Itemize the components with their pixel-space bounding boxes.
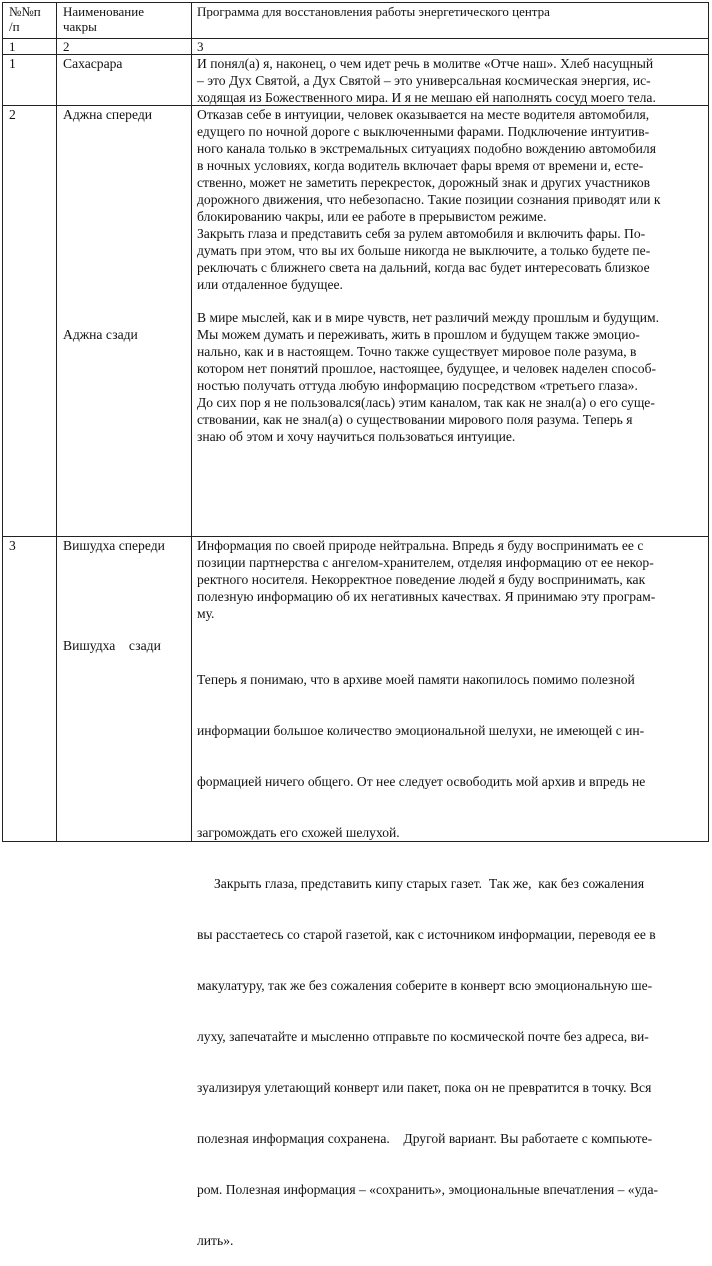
row-3-chakra-name-front: Вишудха спереди — [63, 538, 165, 553]
row-3-program-text-front: Информация по своей природе нейтральна. Впредь я буду воспринимать ее с позиции партнерства с ангелом-хранителем, отделяя информацию от ее некор- ректного носителя. Некорректное поведение людей я буду воспринимать, как полезную информацию об их негативных качествах. Я принимаю эту програм- му. — [197, 538, 656, 621]
row-1-num: 1 — [9, 56, 16, 71]
table-border-right — [708, 2, 709, 842]
index-cell-2: 2 — [63, 39, 70, 54]
row-1-chakra-name: Сахасрара — [63, 56, 123, 71]
index-cell-1: 1 — [9, 39, 16, 54]
header-num: №№п /п — [9, 4, 41, 34]
column-divider-1 — [56, 2, 57, 842]
header-program: Программа для восстановления работы энергетического центра — [197, 4, 550, 19]
header-top-border — [2, 2, 709, 3]
index-cell-3: 3 — [197, 39, 204, 54]
row-3-num: 3 — [9, 538, 16, 553]
row-1-program-text: И понял(а) я, наконец, о чем идет речь в молитве «Отче наш». Хлеб насущный – это Дух Святой, а Дух Святой – это универсальная космическая энергия, ис- ходящая из Божественного мира. И я не мешаю ей наполнять сосуд моего тела. — [197, 56, 656, 105]
row-2-program-text-back: В мире мыслей, как и в мире чувств, нет различий между прошлым и будущим. Мы можем думать и переживать, жить в прошлом и будущем также эмоцио- нально, как и в настоящем. Точно также существует мировое поле разума, в котором нет понятий прошлое, настоящее, будущее, и человек наделен способ- ностью получать оттуда любую информацию посредством «третьего глаза». До сих пор я не пользовался(лась) этим каналом, так как не знал(а) о его суще- ствовании, как не знал(а) о существовании мирового поля разума. Теперь я знаю об этом и хочу научиться пользоваться интуицие. — [197, 310, 659, 444]
table-border-left — [2, 2, 3, 842]
row-2-program-text-front: Отказав себе в интуиции, человек оказывается на месте водителя автомобиля, едущего по ночной дороге с выключенными фарами. Подключение интуитив- ного канала только в экстремальных ситуациях подобно вождению автомобиля в ночных условиях, когда водитель включает фары время от времени и, есте- ственно, может не заметить перекресток, дорожный знак и других участников дорожного движения, что небезопасно. Такие позиции сознания приводят или к блокированию чакры, или ее работе в прерывистом режиме. Закрыть глаза и представить себя за рулем автомобиля и включить фары. По- думать при этом, что вы их больше никогда не выключите, а только будете пе- реключать с ближнего света на дальний, когда вас будет интересовать близкое или отдаленное будущее. — [197, 107, 661, 292]
header-name: Наименование чакры — [63, 4, 144, 34]
row-3-program-text-back: Теперь я понимаю, что в архиве моей памяти накопилось помимо полезной информации большое количество эмоциональной шелухи, не имеющей с ин- формацией ничего общего. От нее следует освободить мой архив и впредь не загромождать его схожей шелухой. Закрыть глаза, представить кипу старых газет. Так же, как без сожаления вы расстаетесь со старой газетой, как с источником информации, переводя ее в макулатуру, так же без сожаления соберите в конверт всю эмоциональную ше- луху, запечатайте и мысленно отправьте по космической почте без адреса, ви- зуализируя улетающий конверт или пакет, пока он не превратится в точку. Вся полезная информация сохранена. Другой вариант. Вы работаете с компьюте- ром. Полезная информация – «сохранить», эмоциональные впечатления – «уда- лить». — [197, 672, 659, 1248]
header-bottom-border — [2, 38, 709, 39]
row-3-chakra-name-back: Вишудха сзади — [63, 638, 161, 653]
row-2-chakra-name-back: Аджна сзади — [63, 327, 138, 342]
column-divider-2 — [191, 2, 192, 842]
row-2-chakra-name-front: Аджна спереди — [63, 107, 153, 122]
row-2-num: 2 — [9, 107, 16, 122]
